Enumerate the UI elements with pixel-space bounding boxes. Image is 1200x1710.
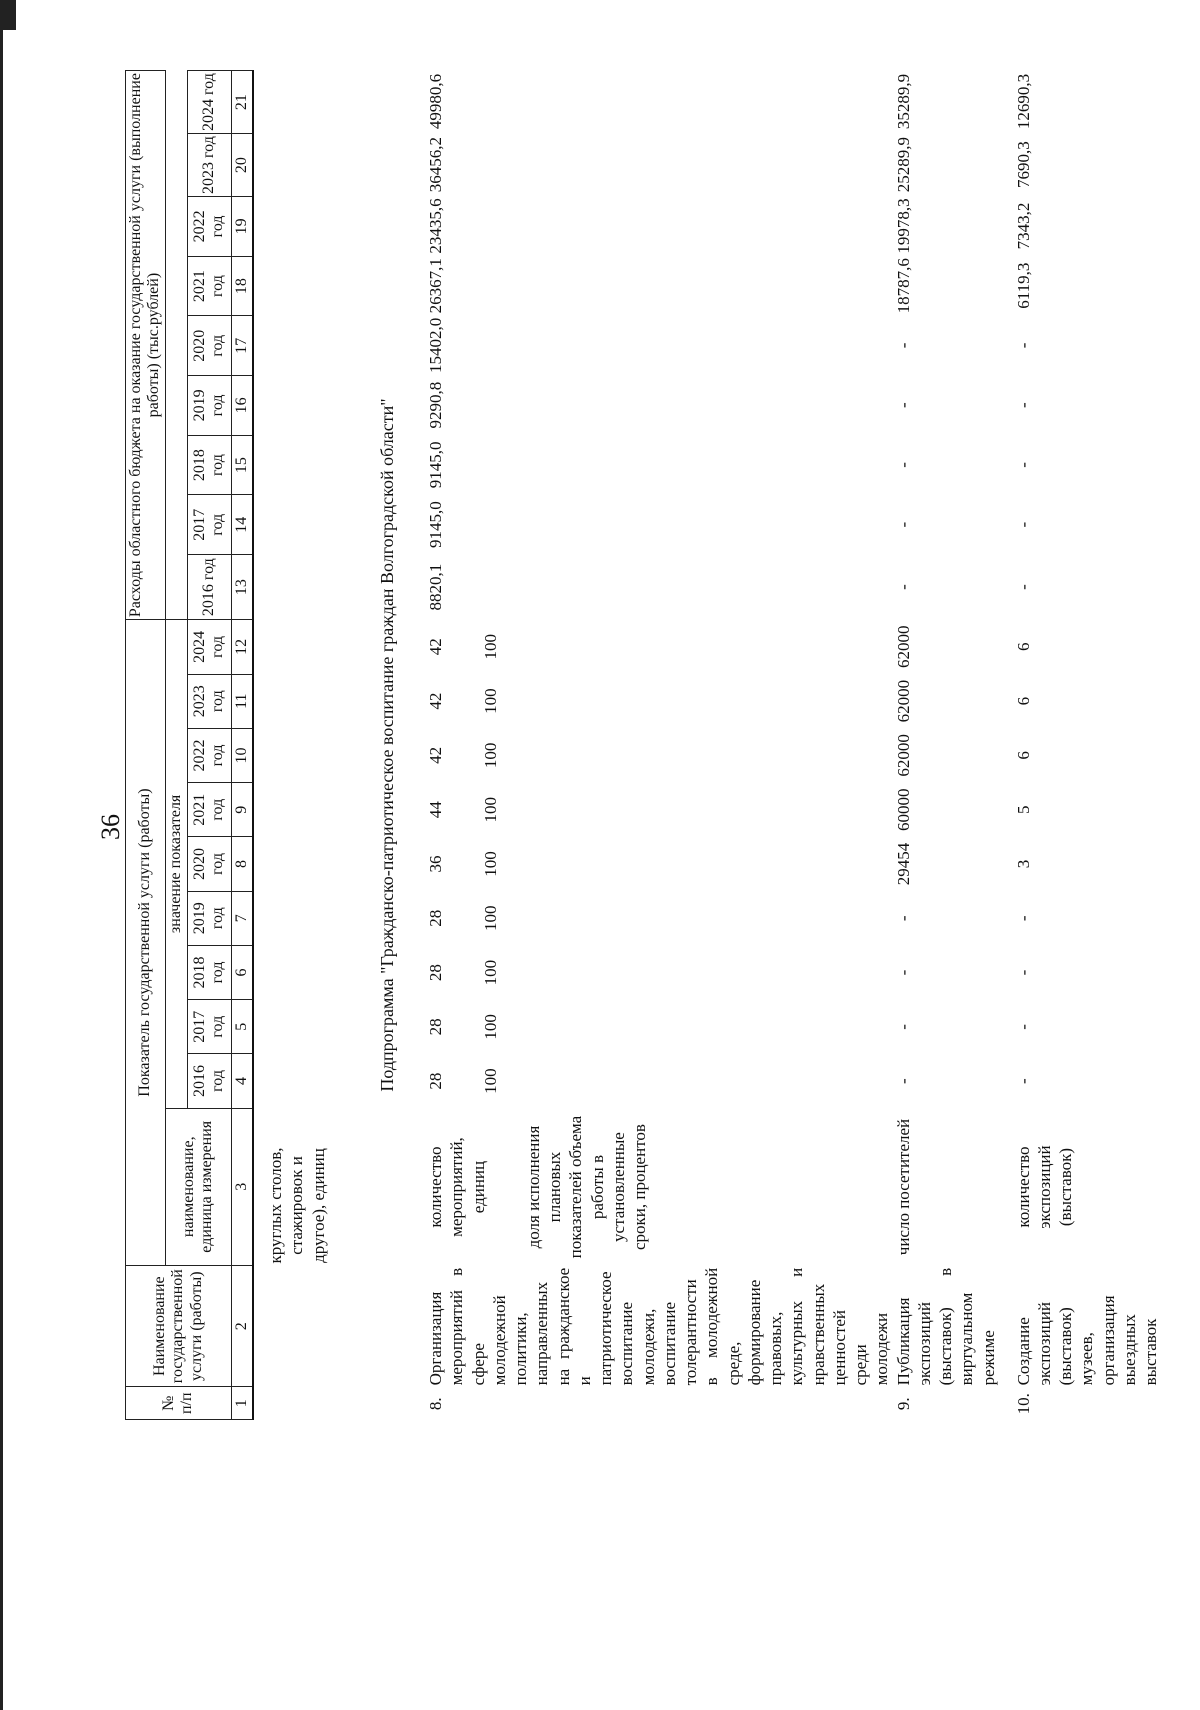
header-expense-year-1: 2017 год [187,495,231,555]
expense-value: 9145,0 [426,441,445,489]
header-col-index: 18 [231,256,253,316]
indicator-value-cell [425,728,893,782]
table-body [425,70,1161,1420]
indicator-value: - [1013,969,1033,976]
indicator-value: 6 [1013,642,1033,652]
indicator-value: 100 [481,905,501,932]
expense-value: 9145,0 [426,501,445,548]
row-number: 9. [893,1397,913,1411]
header-col-index: 4 [231,1054,253,1108]
indicator-value-cell [1013,891,1162,945]
indicator-value-cell [1013,783,1162,837]
indicator-value-cell [893,674,1013,728]
indicator-value-cell [1013,1054,1162,1108]
indicator-value: 28 [426,909,445,927]
expense-value: - [893,584,913,590]
indicator-value: 28 [426,1018,445,1036]
indicator-value: 100 [481,1068,501,1094]
indicator-value: 100 [481,1014,501,1040]
header-indicator-year-6: 2022 год [187,728,231,782]
header-indicator-year-1: 2017 год [187,1000,231,1054]
header-col-name: Наименование государственной услуги (работы) [126,1265,232,1387]
indicator-value-cell [425,620,893,674]
indicator-value-cell [425,1054,893,1108]
header-col-index: 14 [231,495,253,555]
indicator-value: - [893,1078,913,1084]
indicator-value-cell [425,891,893,945]
indicator-value-cell [1013,1000,1162,1054]
indicator-unit: количество экспозиций (выставок) [1013,1145,1075,1229]
indicator-value: 62000 [893,625,913,669]
header-col-index: 16 [231,376,253,436]
header-expense-year-2: 2018 год [187,435,231,495]
indicator-value-cell [1013,620,1162,674]
header-col-index: 1 [231,1387,253,1420]
header-indicator-year-3: 2019 год [187,891,231,945]
header-col-index: 12 [231,620,253,674]
indicator-value: 44 [426,801,445,819]
header-expense-year-8: 2024 год [187,71,231,134]
indicator-value-cell [425,674,893,728]
indicator-value-cell [425,783,893,837]
expense-value: 35289,9 [893,73,913,130]
indicator-value: - [893,1024,913,1030]
indicator-value-cell [1013,728,1162,782]
indicator-value: - [1013,1078,1033,1084]
indicator-value: 3 [1013,859,1033,869]
row-number: 10. [1013,1393,1033,1415]
indicator-value: 100 [481,851,501,877]
expense-value: - [1013,462,1033,468]
expense-value: 26367,1 [426,258,445,314]
indicator-unit: доля исполнения плановых показателей объема работы в установленные сроки, процентов [523,1115,649,1259]
service-name: Создание экспозиций (выставок) музеев, организация выездных выставок [1013,1295,1160,1386]
expense-value: 7343,2 [1013,202,1033,250]
expense-value: 49980,6 [426,73,445,130]
indicator-value: - [893,915,913,922]
header-indicator-year-7: 2023 год [187,674,231,728]
indicator-unit: число посетителей [893,1118,913,1256]
expense-value: 18787,6 [893,258,913,314]
indicator-value-cell [893,1054,1013,1108]
indicator-value-cell [425,837,893,891]
indicator-value-cell [1013,674,1162,728]
expense-value: - [893,342,913,349]
indicator-value: 42 [426,746,445,764]
indicator-units [893,1108,1013,1265]
service-name: Организация мероприятий в сфере молодежной политики, направленных на гражданское и патриотическое воспитание молодежи, воспитание толерантности в молодежной среде, формирование правовых, культурных и нравственных ценностей среди молодежи [426,1267,892,1386]
header-expense-year-5: 2021 год [187,256,231,316]
header-indicator-name: наименование, единица измерения [165,1108,231,1265]
header-indicator-year-2: 2018 год [187,945,231,999]
indicator-value: - [893,969,913,976]
indicator-value: 62000 [893,679,913,723]
header-col-index: 9 [231,783,253,837]
expense-value: 7690,3 [1013,141,1033,188]
header-expense-year-7: 2023 год [187,134,231,197]
expense-value: 8820,1 [426,563,445,611]
table-row [893,70,1013,1420]
indicator-value-cell [425,945,893,999]
indicator-units [425,1108,893,1265]
indicator-value: 100 [481,742,501,769]
indicator-value-cell [893,620,1013,674]
header-expense-group: Расходы областного бюджета на оказание государственной услуги (выполнение работы) (тыс.рублей) [126,71,166,620]
header-expense-year-3: 2019 год [187,376,231,436]
indicator-value-cell [1013,945,1162,999]
expense-value: - [893,402,913,408]
header-col-index: 17 [231,316,253,376]
header-col-index: 5 [231,1000,253,1054]
indicator-value-cell [893,783,1013,837]
indicator-units [1013,1108,1162,1265]
indicator-value-cell [893,1000,1013,1054]
rotated-page-content [125,70,1200,1420]
indicator-value-cell [893,891,1013,945]
scan-corner-mark [0,0,16,30]
continuation-unit: круглых столов, стажировок и другое), единиц [266,1147,328,1264]
expense-value: - [1013,521,1033,528]
header-expense-year-4: 2020 год [187,316,231,376]
expense-value: 36456,2 [426,136,445,193]
header-col-index: 15 [231,435,253,495]
indicator-value-cell [893,728,1013,782]
header-indicator-year-5: 2021 год [187,783,231,837]
table-row [1013,70,1162,1420]
indicator-value-cell [893,837,1013,891]
header-col-index: 19 [231,197,253,257]
indicator-value: 36 [426,855,445,873]
scan-left-edge [0,0,3,1710]
expense-value: 25289,9 [893,136,913,193]
header-col-index: 10 [231,728,253,782]
expense-value: - [893,462,913,468]
header-col-index: 3 [231,1108,253,1265]
expense-value: - [1013,402,1033,408]
expense-value: - [1013,584,1033,590]
header-col-index: 7 [231,891,253,945]
expense-value: 6119,3 [1013,262,1033,309]
indicator-value: 42 [426,638,445,656]
header-col-index: 2 [231,1265,253,1387]
indicator-value: - [1013,1024,1033,1030]
expense-value: 12690,3 [1013,73,1033,130]
indicator-value: 28 [426,964,445,982]
expense-value: 9290,8 [426,381,445,429]
indicator-value: 29454 [893,842,913,886]
expense-value: - [1013,342,1033,349]
subprogram-title: Подпрограмма "Гражданско-патриотическое воспитание граждан Волгоградской области" [377,398,397,1092]
expense-value: 23435,6 [426,198,445,254]
indicator-value: 100 [481,634,501,660]
header-col-index: 11 [231,674,253,728]
indicator-value: 6 [1013,751,1033,760]
header-indicator-values: значение показателя [165,620,187,1108]
indicator-value: 42 [426,692,445,710]
header-col-num: № п/п [126,1387,232,1420]
row-number: 8. [426,1397,445,1411]
expense-value: - [893,521,913,528]
header-indicator-year-8: 2024 год [187,620,231,674]
indicator-value-cell [893,945,1013,999]
header-indicator-year-4: 2020 год [187,837,231,891]
indicator-value-cell [1013,837,1162,891]
indicator-value: - [1013,915,1033,922]
header-indicator-year-0: 2016 год [187,1054,231,1108]
indicator-value-cell [425,1000,893,1054]
table-header [125,70,254,1420]
indicator-value: 62000 [893,734,913,777]
service-name: Публикация экспозиций (выставок) в виртуальном режиме [893,1267,998,1386]
header-col-index: 21 [231,71,253,134]
indicator-unit: количество мероприятий, единиц [426,1137,488,1237]
page-number: 36 [96,814,125,840]
table-row [425,70,893,1420]
header-expense-year-0: 2016 год [187,555,231,620]
indicator-value: 100 [481,959,501,986]
header-expense-year-6: 2022 год [187,197,231,257]
indicator-value: 100 [481,688,501,714]
header-col-index: 13 [231,555,253,620]
indicator-value: 60000 [893,788,913,831]
header-col-index: 20 [231,134,253,197]
indicator-value: 28 [426,1072,445,1090]
indicator-value: 5 [1013,805,1033,814]
header-indicator-group: Показатель государственной услуги (работы) [126,620,166,1266]
header-col-index: 8 [231,837,253,891]
expense-value: 15402,0 [426,317,445,374]
header-col-index: 6 [231,945,253,999]
indicator-value: 6 [1013,696,1033,706]
indicator-value: 100 [481,796,501,823]
expense-value: 19978,3 [893,198,913,254]
